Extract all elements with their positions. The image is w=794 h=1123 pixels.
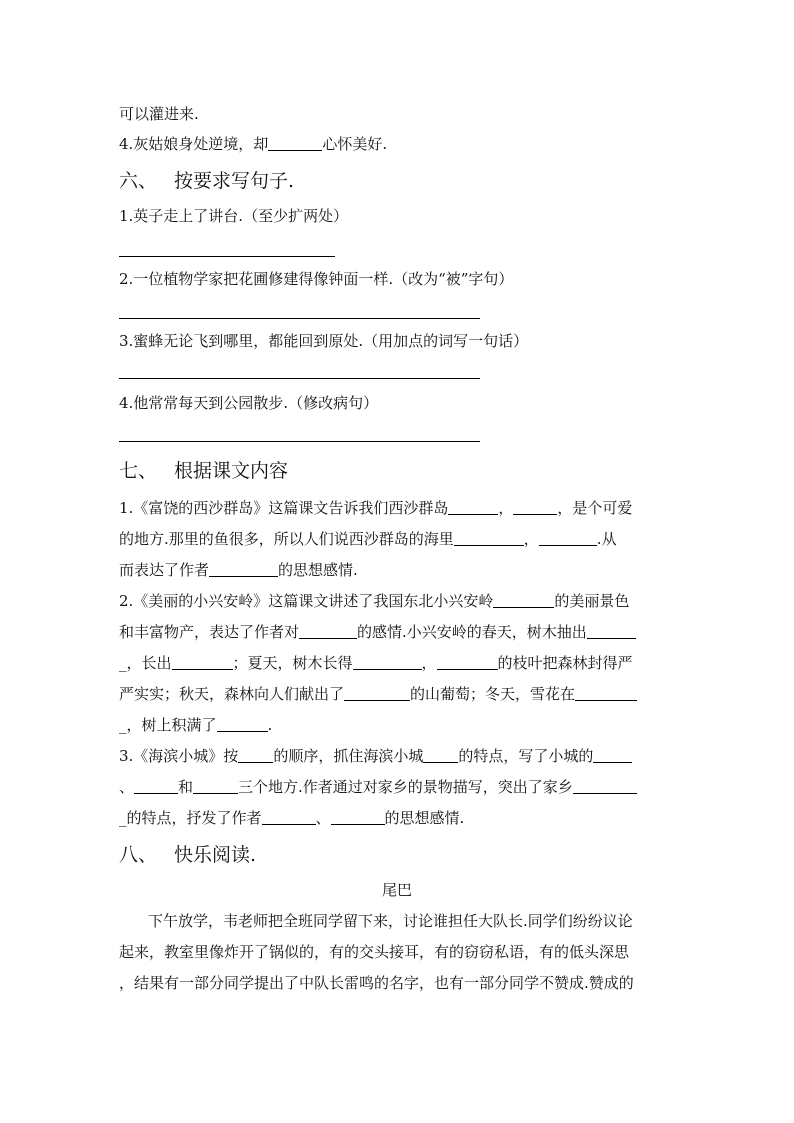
fill-blank[interactable] <box>513 500 557 515</box>
fill-blank[interactable] <box>493 593 554 608</box>
paragraph-3-line-3: _的特点，抒发了作者 、 的思想感情. <box>119 809 465 827</box>
story-line: 起来，教室里像炸开了锅似的，有的交头接耳，有的窃窃私语，有的低头深思 <box>119 943 630 961</box>
fill-blank[interactable] <box>423 748 458 763</box>
fill-blank[interactable] <box>209 562 278 577</box>
story-line: ，结果有一部分同学提出了中队长雷鸣的名字，也有一部分同学不赞成.赞成的 <box>119 974 634 992</box>
question-1: 1.英子走上了讲台.（至少扩两处） <box>119 207 349 225</box>
question-4: 4.他常常每天到公园散步.（修改病句） <box>119 394 379 412</box>
fill-blank[interactable] <box>217 717 268 732</box>
paragraph-2-line-1: 2.《美丽的小兴安岭》这篇课文讲述了我国东北小兴安岭 的美丽景色 <box>119 592 630 610</box>
fill-blank[interactable] <box>353 655 422 670</box>
answer-line[interactable] <box>119 318 480 319</box>
fill-blank[interactable] <box>575 686 637 701</box>
question-3: 3.蜜蜂无论飞到哪里，都能回到原处.（用加点的词写一句话） <box>119 332 529 350</box>
fill-blank[interactable] <box>331 810 385 825</box>
section-heading-8: 八、 快乐阅读. <box>119 844 257 866</box>
story-title: 尾巴 <box>381 881 412 899</box>
fill-blank[interactable] <box>573 779 637 794</box>
paragraph-3-line-2: 、 和 三个地方.作者通过对家乡的景物描写，突出了家乡 <box>119 777 637 797</box>
fill-blank[interactable] <box>268 136 322 151</box>
fill-blank[interactable] <box>593 748 632 763</box>
paragraph-3-line-1: 3.《海滨小城》按 的顺序，抓住海滨小城 的特点，写了小城的 <box>119 746 632 766</box>
answer-line[interactable] <box>119 256 335 257</box>
fill-blank[interactable] <box>344 686 410 701</box>
fill-blank[interactable] <box>193 779 238 794</box>
fill-blank[interactable] <box>172 655 233 670</box>
fill-blank[interactable] <box>262 810 316 825</box>
fill-blank[interactable] <box>134 779 178 794</box>
answer-line[interactable] <box>119 441 480 442</box>
story-line: 下午放学，韦老师把全班同学留下来，讨论谁担任大队长.同学们纷纷议论 <box>148 912 633 930</box>
fill-blank[interactable] <box>238 748 273 763</box>
paragraph-1-line-1: 1.《富饶的西沙群岛》这篇课文告诉我们西沙群岛 ， ，是个可爱 <box>119 499 633 517</box>
paragraph-1-line-2: 的地方.那里的鱼很多，所以人们说西沙群岛的海里 ， .从 <box>119 530 617 548</box>
question-4: 4.灰姑娘身处逆境，却 心怀美好. <box>119 135 388 153</box>
text-line: 可以灌进来. <box>119 105 199 123</box>
paragraph-2-line-3: _，长出 ；夏天，树木长得 ， 的枝叶把森林封得严 <box>119 654 633 672</box>
fill-blank[interactable] <box>448 500 498 515</box>
section-heading-6: 六、 按要求写句子. <box>119 170 295 192</box>
fill-blank[interactable] <box>437 655 498 670</box>
fill-blank[interactable] <box>454 531 524 546</box>
fill-blank[interactable] <box>539 531 597 546</box>
paragraph-2-line-2: 和丰富物产，表达了作者对 的感情.小兴安岭的春天，树木抽出 <box>119 622 636 642</box>
paragraph-2-line-4: 严实实；秋天，森林向人们献出了 的山葡萄；冬天，雪花在 <box>119 684 637 704</box>
section-heading-7: 七、 根据课文内容 <box>119 460 289 482</box>
paragraph-2-line-5: _，树上积满了 . <box>119 716 273 734</box>
fill-blank[interactable] <box>299 624 357 639</box>
fill-blank[interactable] <box>587 624 636 639</box>
answer-line[interactable] <box>119 378 480 379</box>
question-2: 2.一位植物学家把花圃修建得像钟面一样.（改为“被”字句） <box>119 270 514 288</box>
paragraph-1-line-3: 而表达了作者 的思想感情. <box>119 561 358 579</box>
